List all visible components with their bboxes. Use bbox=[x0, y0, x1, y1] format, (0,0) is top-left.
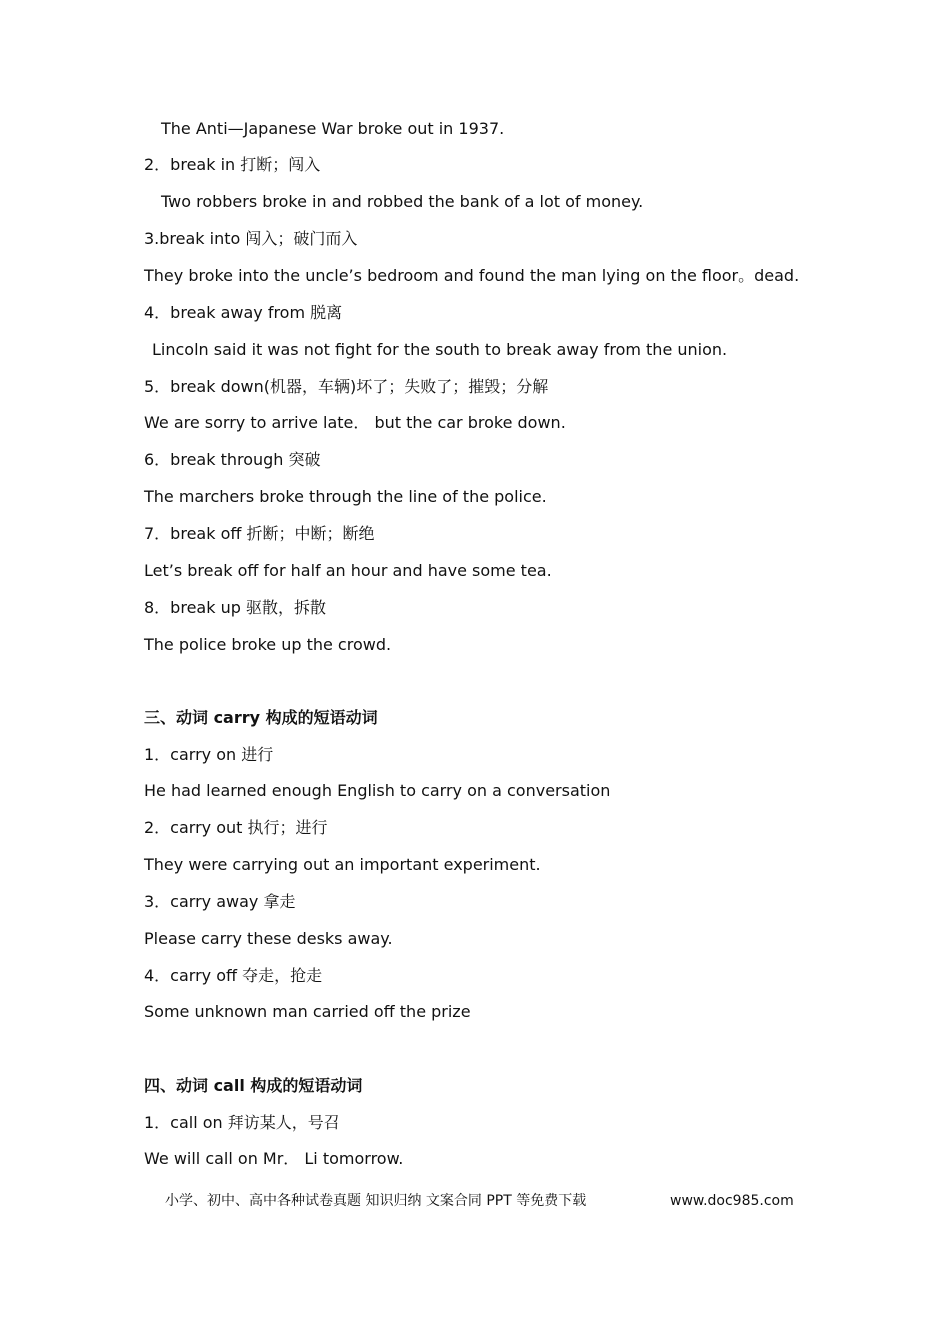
example-sentence: We are sorry to arrive late． but the car broke down. bbox=[144, 413, 566, 432]
phrase-entry: 2．break in 打断；闯入 bbox=[144, 155, 321, 174]
footer-url: www.doc985.com bbox=[670, 1193, 794, 1209]
example-sentence: Let’s break off for half an hour and have some tea. bbox=[144, 561, 552, 580]
phrase-entry: 5．break down(机器，车辆)坏了；失败了；摧毁；分解 bbox=[144, 377, 549, 396]
example-sentence: The marchers broke through the line of the police. bbox=[144, 487, 547, 506]
example-sentence: We will call on Mr． Li tomorrow. bbox=[144, 1149, 404, 1168]
example-sentence: Lincoln said it was not fight for the south to break away from the union. bbox=[152, 340, 728, 359]
phrase-entry: 4．carry off 夺走，抢走 bbox=[144, 966, 323, 985]
phrase-entry: 1．call on 拜访某人，号召 bbox=[144, 1113, 340, 1132]
example-sentence: Two robbers broke in and robbed the bank of a lot of money. bbox=[161, 192, 644, 211]
phrase-entry: 4．break away from 脱离 bbox=[144, 303, 343, 322]
phrase-entry: 6．break through 突破 bbox=[144, 450, 321, 469]
phrase-entry: 3．carry away 拿走 bbox=[144, 892, 296, 911]
example-sentence: He had learned enough English to carry on a conversation bbox=[144, 781, 611, 800]
example-sentence: They were carrying out an important experiment. bbox=[144, 855, 541, 874]
phrase-entry: 2．carry out 执行；进行 bbox=[144, 818, 328, 837]
example-sentence: The police broke up the crowd. bbox=[144, 635, 392, 654]
example-sentence: They broke into the uncle’s bedroom and found the man lying on the floor。dead. bbox=[144, 266, 800, 285]
example-sentence: The Anti—Japanese War broke out in 1937. bbox=[161, 119, 505, 138]
phrase-entry: 3.break into 闯入；破门而入 bbox=[144, 229, 358, 248]
section-heading: 四、动词 call 构成的短语动词 bbox=[144, 1076, 363, 1095]
section-heading: 三、动词 carry 构成的短语动词 bbox=[144, 708, 378, 727]
phrase-entry: 7．break off 折断；中断；断绝 bbox=[144, 524, 375, 543]
phrase-entry: 1．carry on 进行 bbox=[144, 745, 274, 764]
example-sentence: Please carry these desks away. bbox=[144, 929, 393, 948]
footer-text: 小学、初中、高中各种试卷真题 知识归纳 文案合同 PPT 等免费下载 bbox=[165, 1193, 587, 1209]
phrase-entry: 8．break up 驱散，拆散 bbox=[144, 598, 326, 617]
example-sentence: Some unknown man carried off the prize bbox=[144, 1002, 471, 1021]
